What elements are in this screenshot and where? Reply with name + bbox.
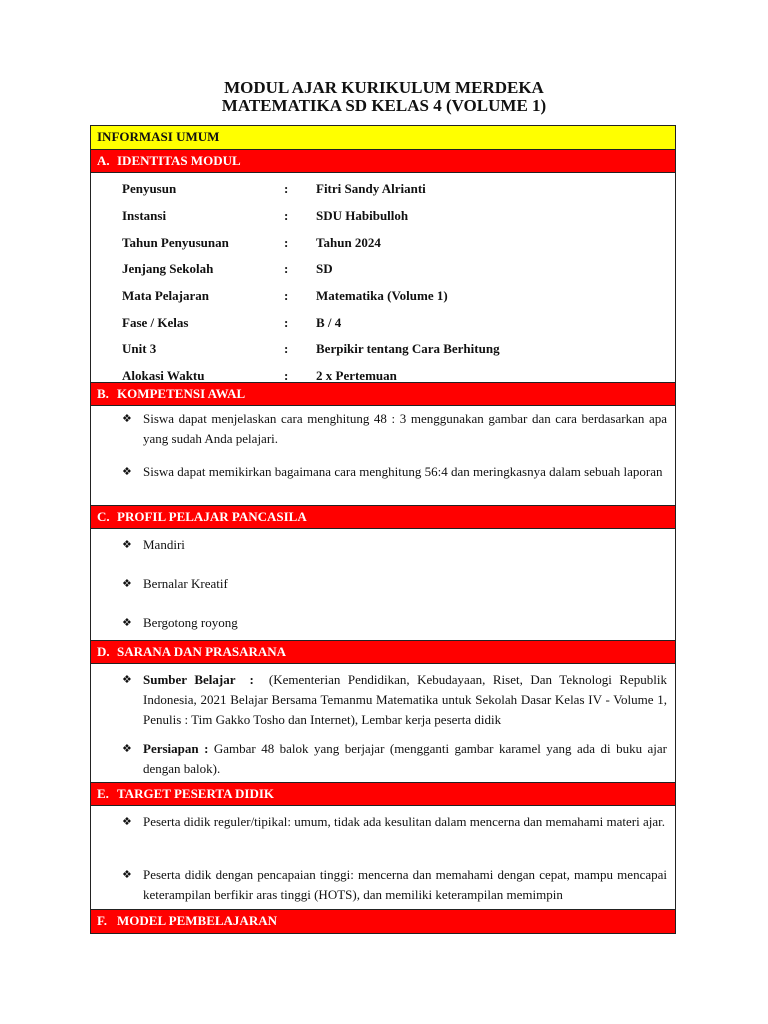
section-letter: D. [97, 644, 110, 659]
section-letter: B. [97, 386, 109, 401]
identity-label: Tahun Penyusunan [122, 235, 229, 250]
section-title: PROFIL PELAJAR PANCASILA [117, 509, 307, 524]
section-e-header [91, 783, 675, 806]
identity-sep: : [284, 235, 289, 250]
identity-label: Mata Pelajaran [122, 288, 210, 303]
section-title: IDENTITAS MODUL [117, 153, 241, 168]
diamond-bullet-icon: ❖ [122, 742, 132, 755]
diamond-bullet-icon: ❖ [122, 465, 132, 478]
identity-sep: : [284, 341, 289, 356]
identity-value: SDU Habibulloh [316, 208, 409, 223]
identity-sep: : [284, 181, 289, 196]
section-title: KOMPETENSI AWAL [117, 386, 246, 401]
section-f-header [91, 910, 675, 933]
section-a-header [91, 150, 675, 173]
list-item [122, 812, 667, 832]
list-item-text: Siswa dapat menjelaskan cara menghitung 48 : 3 menggunakan gambar dan cara berdasarkan apa yang sudah Anda pelajari. [143, 411, 667, 446]
list-item [122, 535, 667, 555]
list-item-text: Mandiri [143, 537, 185, 552]
list-item-text: Bergotong royong [143, 615, 238, 630]
identity-sep: : [284, 368, 289, 383]
list-item [122, 739, 667, 779]
list-item [122, 574, 667, 594]
module-table [90, 125, 676, 934]
section-letter: E. [97, 786, 109, 801]
kompetensi-awal-list [91, 406, 675, 506]
diamond-bullet-icon: ❖ [122, 538, 132, 551]
diamond-bullet-icon: ❖ [122, 412, 132, 425]
item-body: Gambar 48 balok yang berjajar (mengganti gambar karamel yang ada di buku ajar dengan balok). [143, 741, 668, 776]
identity-value: Tahun 2024 [316, 235, 381, 250]
item-body: (Kementerian Pendidikan, Kebudayaan, Riset, Dan Teknologi Republik Indonesia, 2021 Belajar Bersama Temanmu Matematika untuk Sekolah Dasar Kelas IV - Volume 1, Penulis : Tim Gakko Tosho dan Internet), Lembar kerja peserta didik [143, 672, 668, 727]
identity-value: B / 4 [316, 315, 342, 330]
identity-row [91, 208, 675, 226]
list-item [122, 462, 667, 482]
identity-row [91, 181, 675, 199]
identity-value: Matematika (Volume 1) [316, 288, 448, 303]
identity-label: Penyusun [122, 181, 177, 196]
list-item [122, 865, 667, 905]
section-b-header [91, 383, 675, 406]
section-d-header [91, 641, 675, 664]
identity-label: Instansi [122, 208, 167, 223]
section-title: MODEL PEMBELAJARAN [117, 913, 277, 928]
item-label: Persiapan : [143, 741, 209, 756]
identity-row [91, 288, 675, 306]
diamond-bullet-icon: ❖ [122, 868, 132, 881]
info-umum-header: INFORMASI UMUM [91, 126, 675, 150]
identity-row [91, 341, 675, 359]
identity-row [91, 235, 675, 253]
list-item-text: Peserta didik reguler/tipikal: umum, tidak ada kesulitan dalam mencerna dan memahami materi ajar. [143, 814, 665, 829]
identity-block [91, 173, 675, 383]
item-label-sep: : [249, 672, 254, 687]
section-c-header [91, 506, 675, 529]
identity-sep: : [284, 261, 289, 276]
section-title: TARGET PESERTA DIDIK [117, 786, 275, 801]
section-letter: A. [97, 153, 110, 168]
list-item-text: Peserta didik dengan pencapaian tinggi: mencerna dan memahami dengan cepat, mampu mencapai keterampilan berfikir aras tinggi (HOTS), dan memiliki keterampilan memimpin [143, 867, 667, 902]
identity-sep: : [284, 315, 289, 330]
list-item [122, 409, 667, 449]
list-item [122, 613, 667, 633]
list-item-text: Siswa dapat memikirkan bagaimana cara menghitung 56:4 dan meringkasnya dalam sebuah laporan [143, 464, 663, 479]
identity-row [91, 261, 675, 279]
list-item-text [143, 739, 667, 779]
identity-label: Alokasi Waktu [122, 368, 205, 383]
identity-sep: : [284, 288, 289, 303]
identity-row [91, 315, 675, 333]
diamond-bullet-icon: ❖ [122, 673, 132, 686]
document-title-line2: MATEMATIKA SD KELAS 4 (VOLUME 1) [221, 96, 547, 115]
identity-row [91, 368, 675, 386]
section-letter: F. [97, 913, 107, 928]
diamond-bullet-icon: ❖ [122, 815, 132, 828]
item-label: Sumber Belajar [143, 672, 236, 687]
identity-value: 2 x Pertemuan [316, 368, 397, 383]
identity-label: Fase / Kelas [122, 315, 189, 330]
identity-value: Fitri Sandy Alrianti [316, 181, 426, 196]
section-letter: C. [97, 509, 110, 524]
identity-label: Jenjang Sekolah [122, 261, 214, 276]
diamond-bullet-icon: ❖ [122, 577, 132, 590]
sarana-prasarana-list [91, 664, 675, 783]
section-title: SARANA DAN PRASARANA [117, 644, 287, 659]
identity-value: SD [316, 261, 333, 276]
identity-sep: : [284, 208, 289, 223]
identity-label: Unit 3 [122, 341, 157, 356]
document-title-line1: MODUL AJAR KURIKULUM MERDEKA [224, 78, 544, 97]
list-item-text: Bernalar Kreatif [143, 576, 228, 591]
profil-pancasila-list [91, 529, 675, 641]
list-item [122, 670, 667, 730]
target-peserta-list [91, 806, 675, 910]
identity-value: Berpikir tentang Cara Berhitung [316, 341, 500, 356]
list-item-text [143, 670, 667, 730]
diamond-bullet-icon: ❖ [122, 616, 132, 629]
